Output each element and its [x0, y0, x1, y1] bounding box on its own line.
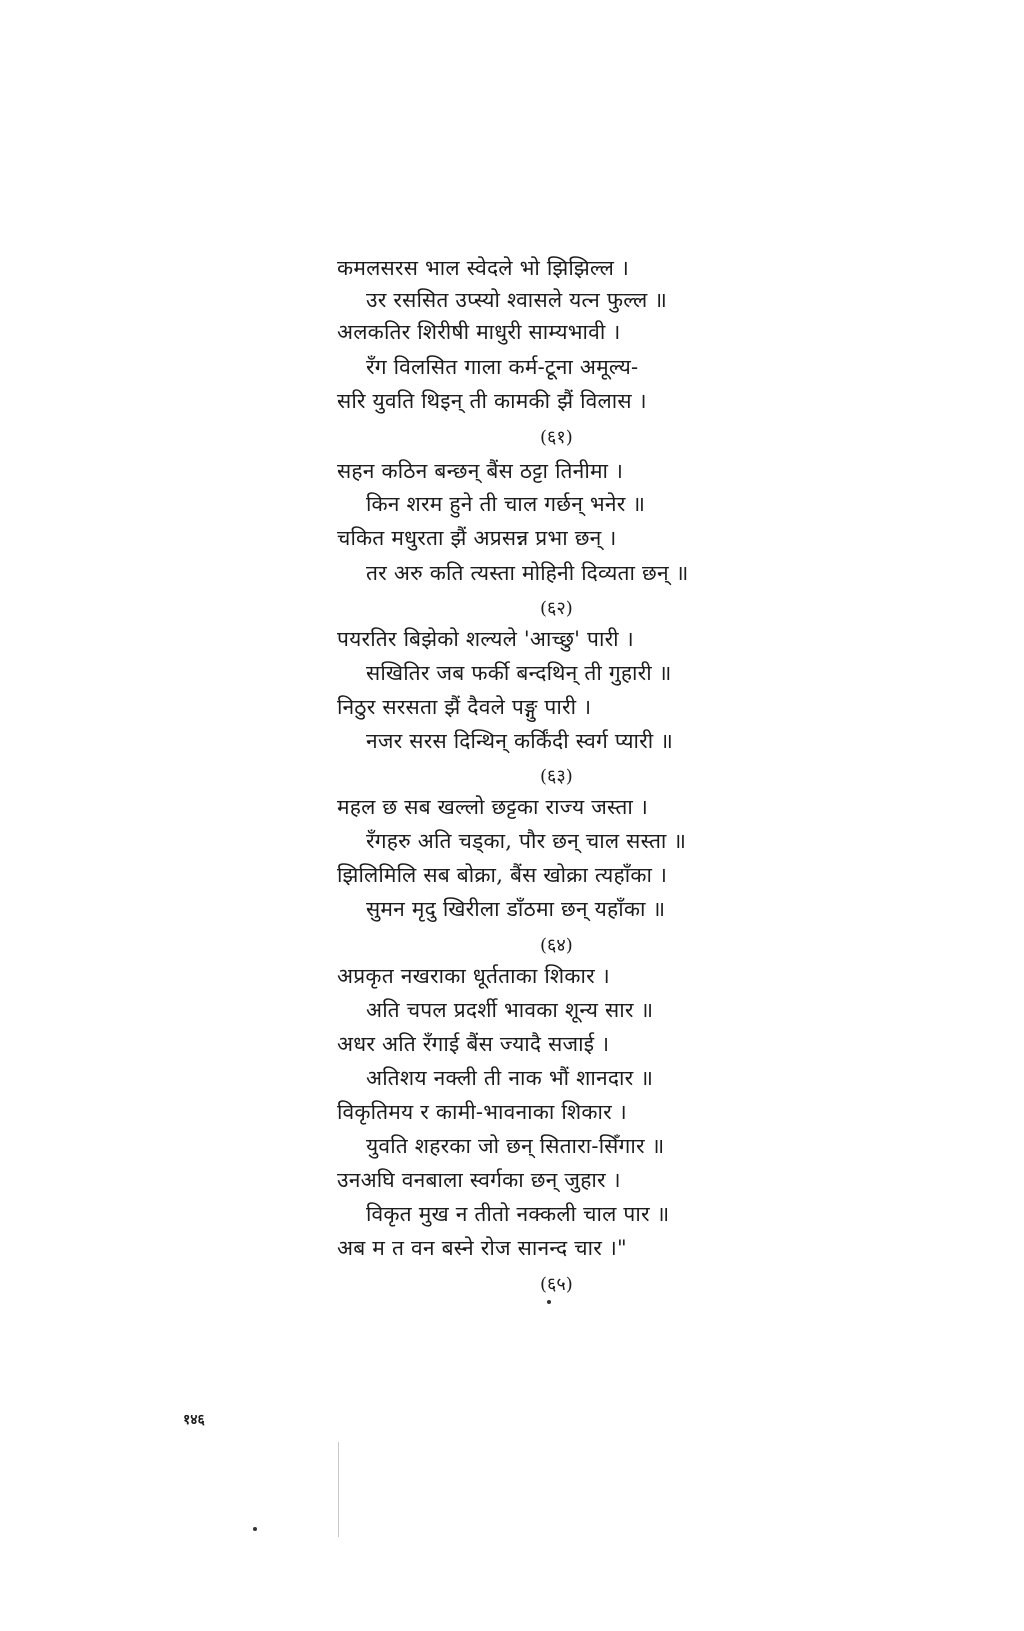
verse-line: विकृत मुख न तीतो नक्कली चाल पार ॥: [366, 1202, 670, 1226]
verse-line: अति चपल प्रदर्शी भावका शून्य सार ॥: [366, 998, 654, 1022]
verse-line: सुमन मृदु खिरीला डाँठमा छन् यहाँका ॥: [366, 897, 666, 921]
scan-speck: [253, 1527, 257, 1531]
verse-line: सहन कठिन बन्छन् बैंस ठट्टा तिनीमा ।: [337, 459, 624, 483]
stanza-number: (६४): [540, 935, 573, 956]
verse-line: कमलसरस भाल स्वेदले भो झिझिल्ल ।: [337, 256, 630, 280]
scan-speck: [547, 1300, 551, 1304]
verse-line: युवति शहरका जो छन् सितारा-सिँगार ॥: [366, 1134, 665, 1158]
verse-line: तर अरु कति त्यस्ता मोहिनी दिव्यता छन् ॥: [366, 561, 689, 585]
verse-line: झिलिमिलि सब बोक्रा, बैंस खोक्रा त्यहाँका ।: [337, 863, 668, 887]
verse-line: रँग विलसित गाला कर्म-टूना अमूल्य-: [366, 355, 639, 379]
verse-line: अब म त वन बस्ने रोज सानन्द चार ।": [337, 1236, 627, 1260]
verse-line: किन शरम हुने ती चाल गर्छन् भनेर ॥: [366, 492, 646, 516]
stanza-number: (६३): [540, 766, 573, 787]
verse-line: अतिशय नक्ली ती नाक भौं शानदार ॥: [366, 1066, 654, 1090]
verse-line: उर रससित उप्स्यो श्वासले यत्न फुल्ल ॥: [366, 288, 668, 312]
verse-line: नजर सरस दिन्थिन् कर्किंदी स्वर्ग प्यारी ॥: [366, 729, 674, 753]
verse-line: महल छ सब खल्लो छट्टका राज्य जस्ता ।: [337, 795, 649, 819]
verse-line: अधर अति रँगाई बैंस ज्यादै सजाई ।: [337, 1032, 610, 1056]
verse-line: अलकतिर शिरीषी माधुरी साम्यभावी ।: [337, 320, 621, 344]
stanza-number: (६२): [540, 598, 573, 619]
verse-line: रँगहरु अति चड्का, पौर छन् चाल सस्ता ॥: [366, 829, 687, 853]
verse-line: सरि युवति थिइन् ती कामकी झैं विलास ।: [337, 389, 647, 413]
verse-line: निठुर सरसता झैं दैवले पङ्गु पारी ।: [337, 695, 592, 719]
verse-line: पयरतिर बिझेको शल्यले 'आच्छु' पारी ।: [337, 627, 634, 651]
stanza-number: (६१): [540, 427, 573, 448]
verse-line: विकृतिमय र कामी-भावनाका शिकार ।: [337, 1100, 627, 1124]
verse-line: चकित मधुरता झैं अप्रसन्न प्रभा छन् ।: [337, 526, 617, 550]
scan-gutter-mark: [338, 1442, 339, 1537]
verse-line: सखितिर जब फर्की बन्दथिन् ती गुहारी ॥: [366, 661, 672, 685]
page-number: १४६: [183, 1412, 205, 1428]
verse-line: अप्रकृत नखराका धूर्तताका शिकार ।: [337, 964, 610, 988]
verse-line: उनअघि वनबाला स्वर्गका छन् जुहार ।: [337, 1168, 621, 1192]
stanza-number: (६५): [540, 1274, 573, 1295]
